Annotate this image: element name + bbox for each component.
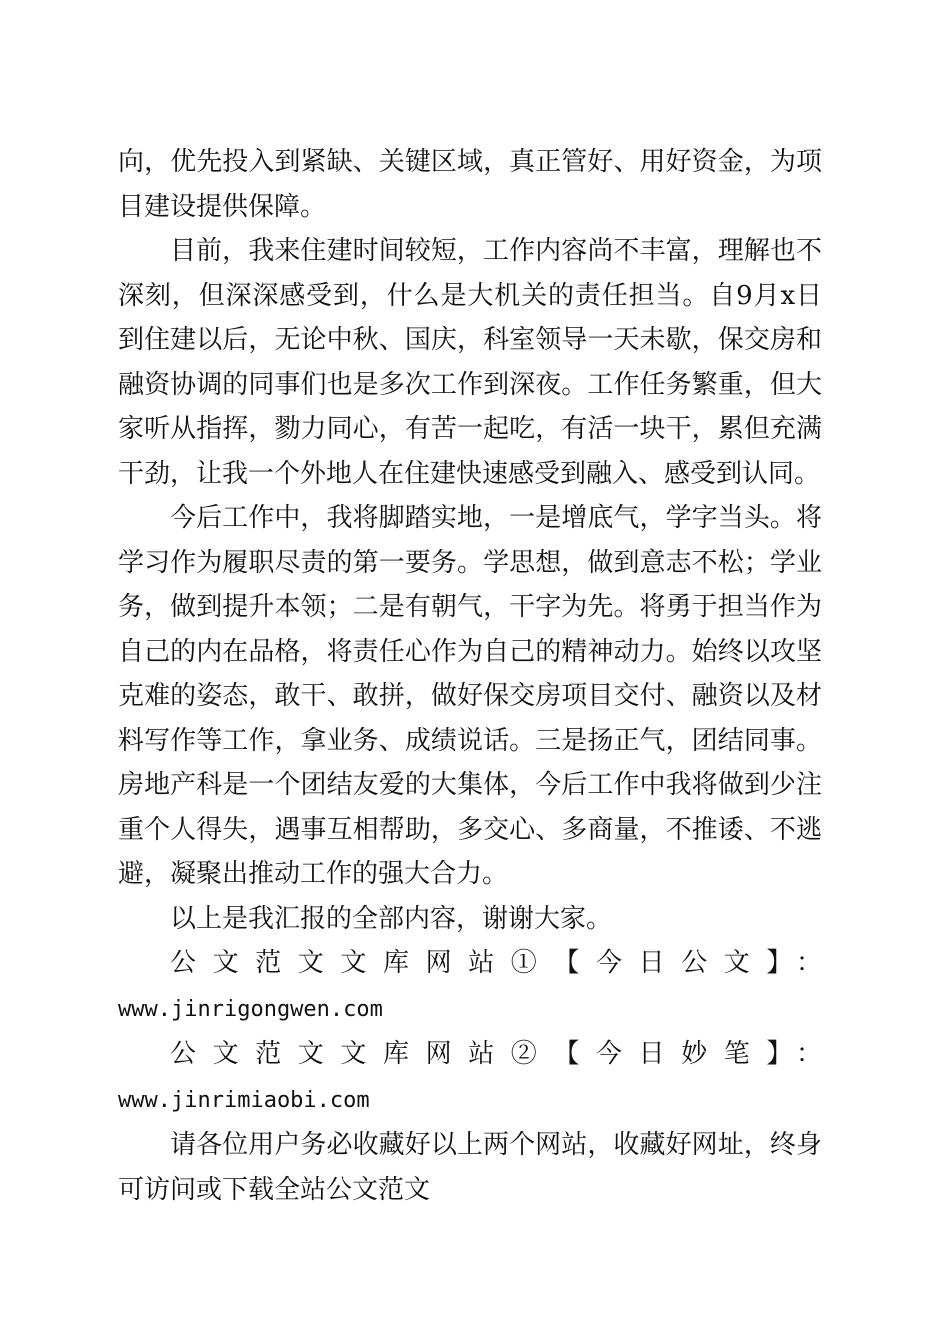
site2-label: 公文范文文库网站②【今日妙笔】： <box>170 1039 822 1069</box>
paragraph-current-work: 目前，我来住建时间较短，工作内容尚不丰富，理解也不深刻，但深深感受到，什么是大机关的责任担当。自9月x日到住建以后，无论中秋、国庆，科室领导一天未歇，保交房和融资协调的同事们也是多次工作到深夜。工作任务繁重，但大家听从指挥，勠力同心，有苦一起吃，有活一块干，累但充满干劲，让我一个外地人在住建快速感受到融入、感受到认同。 <box>118 236 822 489</box>
bookmark-notice: 请各位用户务必收藏好以上两个网站，收藏好网址，终身可访问或下载全站公文范文 <box>118 1130 822 1205</box>
paragraph-future-work: 今后工作中，我将脚踏实地，一是增底气，学字当头。将学习作为履职尽责的第一要务。学思想，做到意志不松；学业务，做到提升本领；二是有朝气，干字为先。将勇于担当作为自己的内在品格，将责任心作为自己的精神动力。始终以攻坚克难的姿态，敢干、敢拼，做好保交房项目交付、融资以及材料写作等工作，拿业务、成绩说话。三是扬正气，团结同事。房地产科是一个团结友爱的大集体，今后工作中我将做到少注重个人得失，遇事互相帮助，多交心、多商量，不推诿、不逃避，凝聚出推动工作的强大合力。 <box>118 503 822 889</box>
site1-url[interactable] <box>118 986 822 1033</box>
document-body <box>118 140 822 1212</box>
site2-line <box>118 1032 822 1123</box>
paragraph-continuation: 向，优先投入到紧缺、关键区域，真正管好、用好资金，为项目建设提供保障。 <box>118 147 822 222</box>
paragraph-closing: 以上是我汇报的全部内容，谢谢大家。 <box>170 903 613 934</box>
site1-label: 公文范文文库网站①【今日公文】： <box>170 948 822 978</box>
site2-url[interactable]: www.jinrimiaobi.com <box>118 1087 370 1113</box>
site1-url-text[interactable]: www.jinrigongwen.com <box>118 996 383 1022</box>
